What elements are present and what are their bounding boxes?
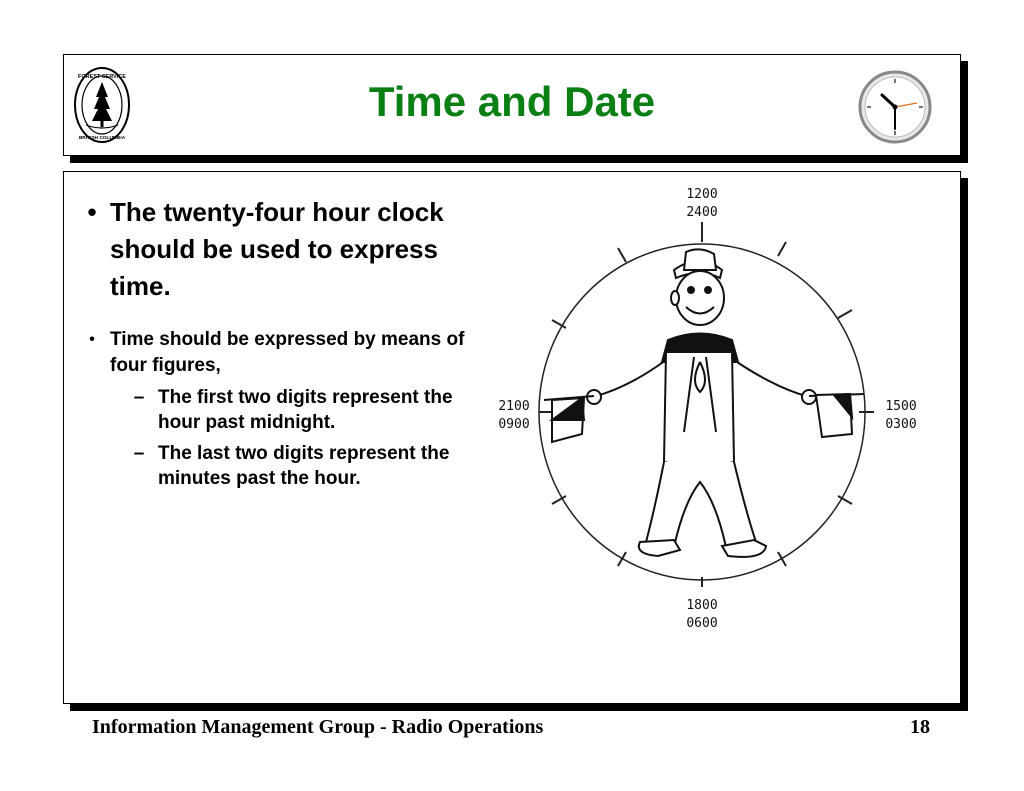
- title-panel: [63, 54, 961, 156]
- sub-bullet-text: The first two digits represent the hour past midnight.: [158, 387, 453, 433]
- bullet-secondary-text: Time should be expressed by means of four figures,: [110, 329, 465, 376]
- bullet-list: [74, 194, 484, 491]
- sub-bullet-text: The last two digits represent the minutes past the hour.: [158, 443, 450, 489]
- dial-label-right-1: 1500: [885, 399, 917, 414]
- footer-text: Information Management Group - Radio Operations: [92, 716, 544, 738]
- dial-label-left-1: 2100: [498, 399, 530, 414]
- bullet-secondary: [74, 327, 484, 379]
- dash-glyph: –: [133, 387, 145, 408]
- sub-bullet: [120, 385, 484, 435]
- dial-label-bottom-1: 1800: [686, 598, 718, 613]
- bullet-main: [74, 194, 484, 305]
- dial-label-top-1: 1200: [686, 187, 718, 202]
- dial-label-right-2: 0300: [885, 417, 917, 432]
- bullet-glyph: •: [89, 331, 95, 348]
- dial-label-left-2: 0900: [498, 417, 530, 432]
- page-title: Time and Date: [368, 78, 656, 125]
- dash-glyph: –: [133, 443, 145, 464]
- dial-label-bottom-2: 0600: [686, 616, 718, 631]
- sub-bullet: [120, 441, 484, 491]
- content-panel: [63, 171, 961, 704]
- sailor-semaphore-illustration: [544, 249, 864, 556]
- bullet-main-text: The twenty-four hour clock should be used to express time.: [110, 197, 444, 301]
- logo-text-bottom: BRITISH COLUMBIA: [78, 136, 126, 141]
- page-number: 18: [910, 716, 930, 738]
- logo-text-top: FOREST SERVICE: [78, 74, 126, 80]
- dial-label-top-2: 2400: [686, 205, 718, 220]
- bullet-glyph: •: [87, 197, 97, 227]
- clock-dial-illustration: [498, 182, 944, 637]
- clock-icon: [857, 69, 933, 145]
